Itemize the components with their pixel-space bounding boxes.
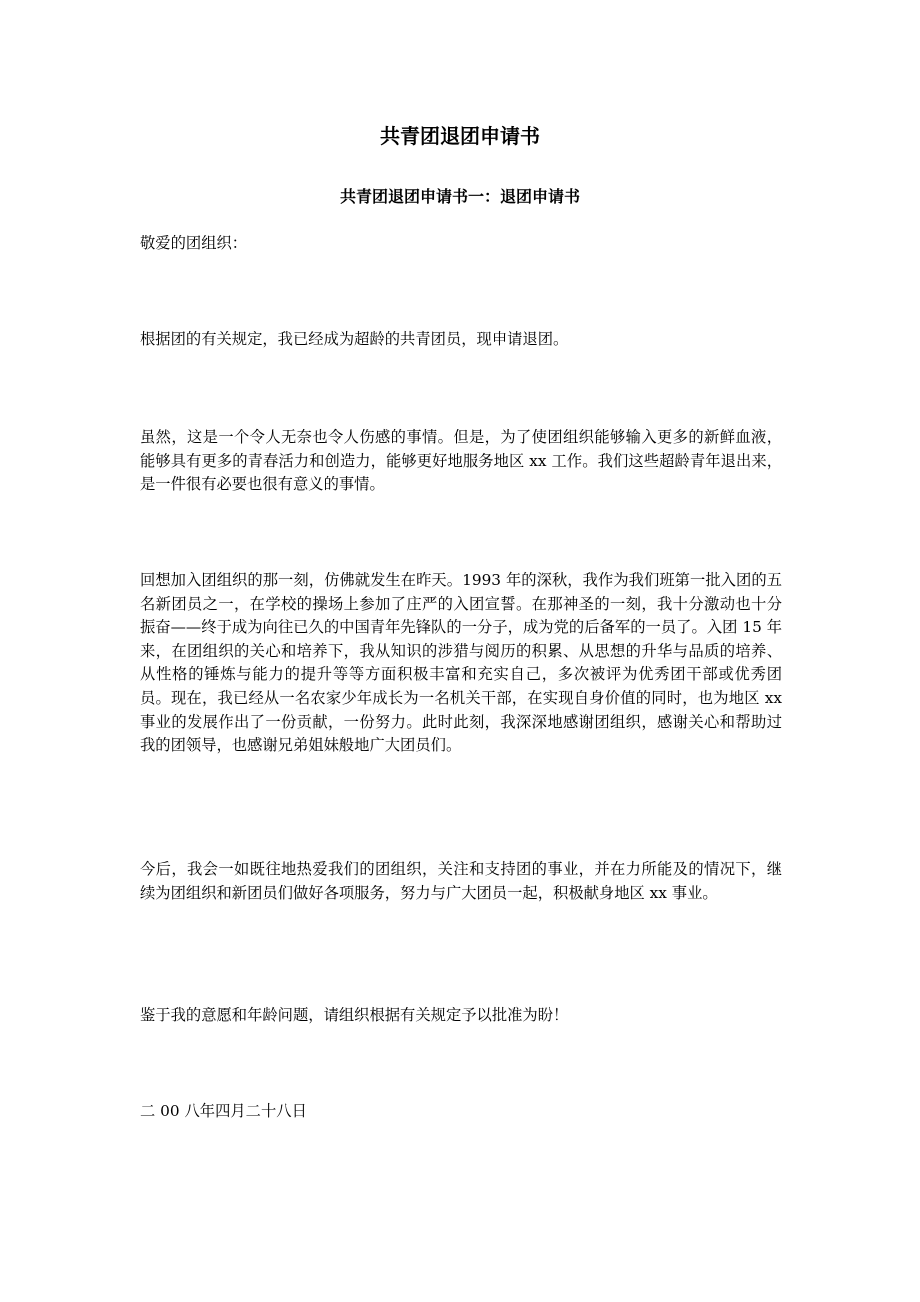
paragraph-3: 回想加入团组织的那一刻，仿佛就发生在昨天。1993 年的深秋，我作为我们班第一批入团的五名新团员之一，在学校的操场上参加了庄严的入团宣誓。在那神圣的一刻，我十分激动也十分振奋——终于成为向往已久的中国青年先锋队的一分子，成为党的后备军的一员了。入团 15 年来，在团组织的关心和培养下，我从知识的涉猎与阅历的积累、从思想的升华与品质的培养、从性格的锤炼与能力的提升等等方面积极丰富和充实自己，多次被评为优秀团干部或优秀团员。现在，我已经从一名农家少年成长为一名机关干部，在实现自身价值的同时，也为地区 xx 事业的发展作出了一份贡献，一份努力。此时此刻，我深深地感谢团组织，感谢关心和帮助过我的团领导，也感谢兄弟姐妹般地广大团员们。	[140, 571, 782, 755]
paragraph-2: 虽然，这是一个令人无奈也令人伤感的事情。但是，为了使团组织能够输入更多的新鲜血液，能够具有更多的青春活力和创造力，能够更好地服务地区 xx 工作。我们这些超龄青年退出来，是一件很有必要也很有意义的事情。	[140, 428, 782, 494]
paragraph-5: 鉴于我的意愿和年龄问题，请组织根据有关规定予以批准为盼！	[140, 1006, 569, 1024]
paragraph-1: 根据团的有关规定，我已经成为超龄的共青团员，现申请退团。	[140, 330, 569, 348]
salutation: 敬爱的团组织：	[140, 234, 248, 252]
paragraph-4: 今后，我会一如既往地热爱我们的团组织，关注和支持团的事业，并在力所能及的情况下，继续为团组织和新团员们做好各项服务，努力与广大团员一起，积极献身地区 xx 事业。	[140, 860, 782, 902]
signature-date: 二 00 八年四月二十八日	[140, 1102, 307, 1120]
document-subtitle: 共青团退团申请书一：退团申请书	[339, 187, 580, 206]
document-title: 共青团退团申请书	[380, 124, 540, 148]
